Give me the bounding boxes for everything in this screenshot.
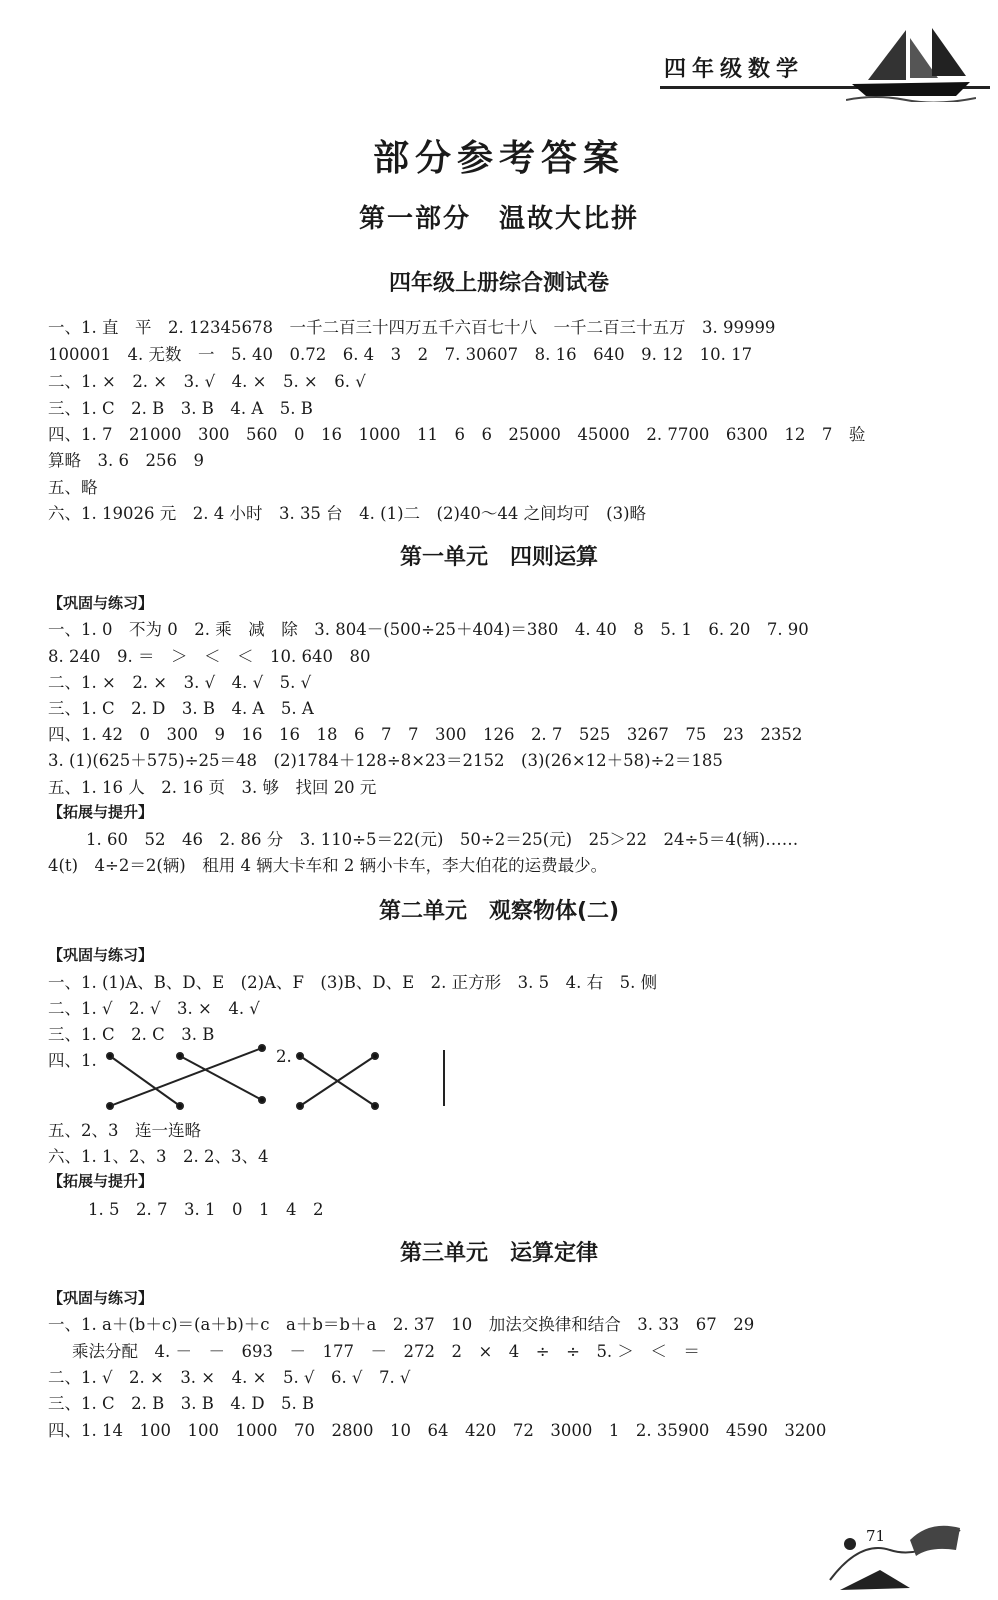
answer-line: 四、1. 14 100 100 1000 70 2800 10 64 420 72 3000 1 2. 35900 4590 3200 [48,1421,827,1440]
answer-line: 三、1. C 2. B 3. B 4. A 5. B [48,399,313,418]
answer-line: 二、1. √ 2. × 3. × 4. × 5. √ 6. √ 7. √ [48,1368,411,1387]
answer-line: 一、1. (1)A、B、D、E (2)A、F (3)B、D、E 2. 正方形 3. 5 4. 右 5. 侧 [48,973,658,992]
subsection-label: 【拓展与提升】 [48,803,154,821]
answer-line: 五、1. 16 人 2. 16 页 3. 够 找回 20 元 [48,778,377,797]
answer-line: 1. 60 52 46 2. 86 分 3. 110÷5＝22(元) 50÷2＝25(元) 25＞22 24÷5＝4(辆)…… [86,830,799,849]
answer-line: 六、1. 19026 元 2. 4 小时 3. 35 台 4. (1)二 (2)40～44 之间均可 (3)略 [48,504,647,523]
answer-line: 算略 3. 6 256 9 [48,451,204,470]
answer-line: 1. 5 2. 7 3. 1 0 1 4 2 [88,1200,324,1219]
answer-line: 一、1. 直 平 2. 12345678 一千二百三十四万五千六百七十八 一千二百三十五万 3. 99999 [48,318,776,337]
subsection-label: 【巩固与练习】 [48,946,154,964]
answer-line: 三、1. C 2. D 3. B 4. A 5. A [48,699,314,718]
section-heading: 第三单元 运算定律 [399,1241,598,1266]
answer-line: 3. (1)(625＋575)÷25＝48 (2)1784＋128÷8×23＝2152 (3)(26×12＋58)÷2＝185 [48,751,723,770]
answer-line: 四、1. 42 0 300 9 16 16 18 6 7 7 300 126 2. 7 525 3267 75 23 2352 [48,725,803,744]
section-heading: 第二单元 观察物体(二) [378,899,620,924]
answer-line: 三、1. C 2. C 3. B [48,1025,215,1044]
answer-line: 一、1. a＋(b＋c)＝(a＋b)＋c a＋b＝b＋a 2. 37 10 加法交换律和结合 3. 33 67 29 [48,1315,755,1334]
footer-decoration [820,1510,970,1596]
subsection-label: 【巩固与练习】 [48,594,154,612]
answer-line: 二、1. √ 2. √ 3. × 4. √ [48,999,260,1018]
section-heading: 四年级上册综合测试卷 [388,271,609,296]
answer-line: 五、略 [48,478,98,497]
answer-line: 二、1. × 2. × 3. √ 4. × 5. × 6. √ [48,372,366,391]
page-title: 部分参考答案 [372,138,625,179]
answer-line: 8. 240 9. ＝ ＞ ＜ ＜ 10. 640 80 [48,647,371,666]
page-number: 71 [866,1527,886,1545]
answer-line: 三、1. C 2. B 3. B 4. D 5. B [48,1394,315,1413]
answer-line: 二、1. × 2. × 3. √ 4. √ 5. √ [48,673,312,692]
part-title: 第一部分 温故大比拼 [358,204,639,234]
answer-line: 2. [276,1047,292,1066]
answer-line: 四、1. 7 21000 300 560 0 16 1000 11 6 6 25000 45000 2. 7700 6300 12 7 验 [48,425,866,444]
answer-line: 六、1. 1、2、3 2. 2、3、4 [48,1147,269,1166]
subsection-label: 【巩固与练习】 [48,1289,154,1307]
answer-line: 五、2、3 连一连略 [48,1121,201,1140]
answer-line: 4(t) 4÷2＝2(辆) 租用 4 辆大卡车和 2 辆小卡车，李大伯花的运费最少。 [48,856,608,875]
answer-line: 乘法分配 4. － － 693 － 177 － 272 2 × 4 ÷ ÷ 5. ＞ ＜ ＝ [72,1342,700,1361]
subsection-label: 【拓展与提升】 [48,1172,154,1190]
running-header: 四年级数学 [664,56,805,82]
answer-line: 100001 4. 无数 一 5. 40 0.72 6. 4 3 2 7. 30607 8. 16 640 9. 12 10. 17 [48,345,753,364]
answer-line: 四、1. [48,1051,97,1070]
section-heading: 第一单元 四则运算 [399,545,598,570]
answer-line: 一、1. 0 不为 0 2. 乘 减 除 3. 804－(500÷25＋404)＝380 4. 40 8 5. 1 6. 20 7. 90 [48,620,809,639]
